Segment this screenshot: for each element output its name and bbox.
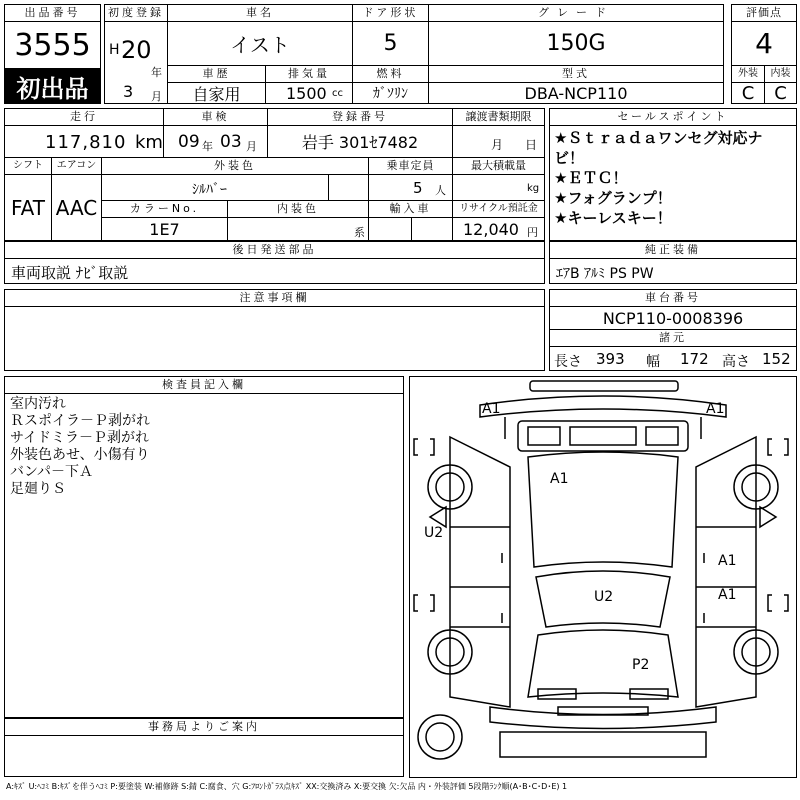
ext-color-label: 外装色 (101, 157, 369, 175)
length: 393 (596, 350, 625, 368)
displacement: 1500 (286, 84, 327, 103)
chassis-number: NCP110-0008396 (549, 306, 797, 330)
insp-month: 03 (220, 132, 242, 152)
displacement-cell (265, 82, 353, 104)
model-label: 型式 (428, 65, 724, 83)
reg-month: 3 (123, 82, 134, 101)
damage-mark: A1 (550, 471, 569, 487)
reg-month-unit: 月 (151, 90, 162, 103)
capacity-label: 乗車定員 (368, 157, 453, 175)
damage-mark: U2 (424, 525, 444, 541)
later-parts-label: 後日発送部品 (4, 241, 545, 259)
shift: FAT (4, 174, 52, 241)
color-no-label: カラーNo. (101, 200, 228, 218)
legend: A:ｷｽﾞ U:ﾍｺﾐ B:ｷｽﾞを伴うﾍｺﾐ P:要塗装 W:補修跡 S:錆 C:腐食、穴 G:ﾌﾛﾝﾄｶﾞﾗｽ点ｷｽﾞ XX:交換済み X:要交換 欠:欠品 内・外装評価 5段階ﾗﾝｸ順(A･B･C･D･E) 1 (6, 782, 568, 791)
inspector-note: 室内汚れ (10, 396, 66, 412)
damage-mark: A1 (718, 553, 737, 569)
recycle-label: リサイクル預託金 (452, 200, 545, 218)
displacement-label: 排気量 (265, 65, 353, 83)
sales-label: セールスポイント (549, 108, 797, 126)
transfer-month-unit: 月 (491, 138, 504, 152)
fuel: ｶﾞｿﾘﾝ (352, 82, 429, 104)
later-parts: 車両取説 ﾅﾋﾞ取説 (11, 264, 129, 282)
office-label: 事務局よりご案内 (4, 718, 404, 736)
history: 自家用 (167, 82, 266, 104)
sales-line: ★Ｓｔｒａｄａワンセグ対応ナビ！ (554, 129, 763, 167)
era: H (109, 42, 120, 58)
header-section (4, 4, 797, 104)
recycle-unit: 円 (527, 226, 538, 239)
width: 172 (680, 350, 709, 368)
import-label: 輸入車 (368, 200, 453, 218)
inspector-note: 足廻りＳ (10, 481, 66, 497)
height-label: 高さ (722, 354, 750, 370)
damage-mark: P2 (632, 657, 650, 673)
first-listing-text: 初出品 (16, 74, 89, 103)
capacity-cell (368, 174, 453, 201)
car-name: イスト (167, 21, 353, 66)
sales-line: ★フォグランプ！ (554, 189, 672, 207)
fuel-label: 燃料 (352, 65, 429, 83)
lot-label: 出品番号 (4, 4, 101, 22)
ext-color-divider (328, 175, 329, 200)
reg-year: 20 (121, 36, 152, 64)
plate-label: 登録番号 (267, 108, 453, 126)
width-label: 幅 (646, 354, 660, 370)
car-name-label: 車名 (167, 4, 353, 22)
specs-label: 諸元 (549, 329, 797, 347)
damage-mark: A1 (482, 401, 501, 417)
caution-label: 注意事項欄 (4, 289, 545, 307)
score: 4 (731, 21, 797, 66)
genuine: ｴｱB ｱﾙﾐ PS PW (556, 266, 654, 282)
lot-number: 3555 (14, 27, 91, 63)
score-label: 評価点 (731, 4, 797, 22)
int-color-cell (227, 217, 369, 241)
grade: 150G (428, 21, 724, 66)
ext-color-cell (101, 174, 369, 201)
interior-grade: C (764, 82, 797, 104)
shift-label: シフト (4, 157, 52, 175)
sales-line: ★キーレスキー！ (554, 209, 672, 227)
inspector-note: 外装色あせ、小傷有り (10, 447, 150, 463)
length-label: 長さ (554, 354, 582, 370)
load-unit: kg (527, 183, 540, 194)
inspector-note: サイドミラ－Ｐ剥がれ (10, 430, 150, 446)
inspector-note: Ｒスポイラ－Ｐ剥がれ (10, 413, 150, 429)
lot-number-cell (4, 21, 101, 69)
inspection-cell (163, 125, 268, 158)
first-listing-badge (4, 68, 101, 104)
damage-mark: U2 (594, 589, 614, 605)
mileage-unit: km (135, 132, 163, 153)
office-box (4, 735, 404, 777)
later-parts-box (4, 258, 545, 284)
specs-box (549, 346, 797, 371)
import-divider (411, 218, 412, 240)
chassis-label: 車台番号 (549, 289, 797, 307)
damage-mark: A1 (706, 401, 725, 417)
door-label: ドア形状 (352, 4, 429, 22)
interior-label: 内装 (764, 65, 797, 83)
load-label: 最大積載量 (452, 157, 545, 175)
insp-year: 09 (178, 132, 200, 152)
transfer-cell (452, 125, 545, 158)
ac: AAC (51, 174, 102, 241)
mileage: 117,810 (45, 132, 127, 153)
car-outline (410, 377, 796, 777)
history-label: 車歴 (167, 65, 266, 83)
transfer-label: 譲渡書類期限 (452, 108, 545, 126)
ext-color: ｼﾙﾊﾞｰ (192, 182, 227, 198)
damage-mark: A1 (718, 587, 737, 603)
int-color-unit: 系 (354, 226, 365, 239)
first-reg-cell (104, 21, 168, 104)
int-color-label: 内装色 (227, 200, 369, 218)
doors: 5 (352, 21, 429, 66)
recycle: 12,040 (463, 220, 519, 239)
inspector-box (4, 393, 404, 718)
caution-box (4, 306, 545, 371)
exterior-grade: C (731, 82, 765, 104)
displacement-unit: cc (332, 88, 343, 99)
first-reg-label: 初度登録 (104, 4, 168, 22)
car-diagram (409, 376, 797, 778)
mileage-cell (4, 125, 164, 158)
transfer-day-unit: 日 (525, 138, 538, 152)
exterior-label: 外装 (731, 65, 765, 83)
sales-line: ★ＥＴＣ！ (554, 169, 628, 187)
inspection-label: 車検 (163, 108, 268, 126)
mileage-label: 走行 (4, 108, 164, 126)
model: DBA-NCP110 (428, 82, 724, 104)
genuine-box (549, 258, 797, 284)
insp-year-unit: 年 (202, 140, 213, 153)
plate: 岩手 301ｾ7482 (267, 125, 453, 158)
load-cell (452, 174, 545, 201)
inspector-label: 検査員記入欄 (4, 376, 404, 394)
genuine-label: 純正装備 (549, 241, 797, 259)
reg-year-unit: 年 (151, 66, 162, 79)
color-no: 1E7 (101, 217, 228, 241)
insp-month-unit: 月 (246, 140, 257, 153)
recycle-cell (452, 217, 545, 241)
inspector-note: バンパ－下Ａ (10, 464, 94, 480)
capacity: 5 (413, 179, 423, 197)
capacity-unit: 人 (435, 184, 446, 197)
ac-label: エアコン (51, 157, 102, 175)
height: 152 (762, 350, 791, 368)
sales-box (549, 125, 797, 241)
grade-label: グレード (428, 4, 724, 22)
import-cell (368, 217, 453, 241)
